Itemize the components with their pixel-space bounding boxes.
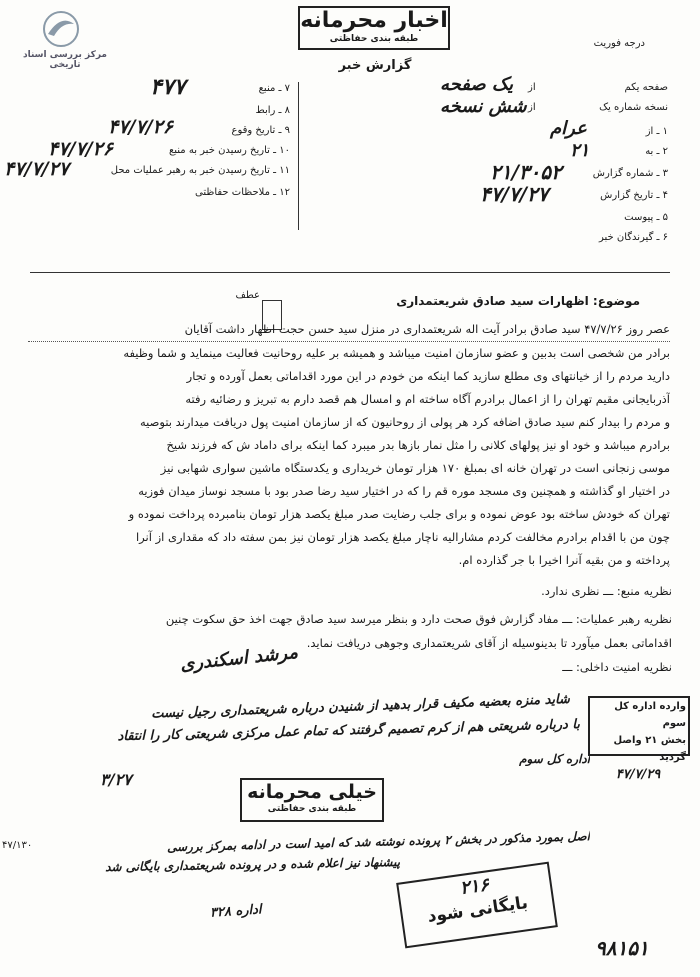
field-label: ۵ ـ پیوست xyxy=(624,212,668,223)
field-value: عرام xyxy=(550,118,587,139)
field-report-date xyxy=(300,182,668,206)
field-label: ۷ ـ منبع xyxy=(258,83,290,94)
archive-label: مرکز بررسی اسناد تاریخی xyxy=(23,50,107,70)
field-label: نسخه شماره یک xyxy=(599,102,668,113)
field-value: ۴۷/۷/۲۷ xyxy=(480,182,549,206)
field-label: ۶ ـ گیرندگان خبر xyxy=(598,232,668,243)
received-stamp xyxy=(588,696,690,782)
handwritten-note-5: پیشنهاد نیز اعلام شده و در پرونده شریعتمداری بایگانی شد xyxy=(105,855,401,875)
source-view: نظریه منبع: ـــ نظری ندارد. xyxy=(541,584,672,598)
field-value: شش نسخه xyxy=(440,96,527,117)
initials: اداره ۳۲۸ xyxy=(209,902,263,921)
body-line: برادر من شخصی است بدبین و عضو سازمان امنیت میباشد و همیشه بر علیه روحانیت فعالیت مینماید و شما وظیفه xyxy=(123,346,670,360)
field-event-date xyxy=(0,116,290,138)
field-security-notes xyxy=(0,184,290,198)
field-page xyxy=(300,74,668,95)
archive-stamp-number: ۲۱۶ xyxy=(458,874,491,900)
handwritten-code: ۳/۲۷ xyxy=(100,770,132,789)
classification-stamp-text: اخبار محرمانه xyxy=(300,8,448,33)
handwritten-note-3: اداره کل سوم xyxy=(519,752,590,766)
field-label: ۳ ـ شماره گزارش xyxy=(592,168,668,179)
body-line: پرداخته و من بقیه آنرا اخیرا با جر گذارده ام. xyxy=(458,553,670,567)
archive-stamp-text: بایگانی شود xyxy=(426,893,530,927)
handwritten-note-1: شاید منزه بعضیه مکیف قرار بدهید از شنیدن درباره شریعتمداری رجیل نیست xyxy=(150,691,571,722)
field-attachment xyxy=(300,212,668,223)
field-source xyxy=(0,74,290,100)
report-body xyxy=(28,318,670,572)
received-stamp-date: ۴۷/۷/۲۹ xyxy=(615,767,661,782)
column-divider xyxy=(298,82,299,230)
body-line: در اختیار او گذاشته و همچنین وی مسجد موره قم را که در اختیار سید رضا صدر بود با مسجد نوساز میدان فوزیه xyxy=(138,484,670,498)
archive-emblem-icon xyxy=(32,10,90,48)
field-label: ۱۲ ـ ملاحظات حفاظتی xyxy=(195,187,290,198)
field-mid: از xyxy=(528,102,536,113)
field-value: یک صفحه xyxy=(440,74,514,95)
bottom-classification-stamp xyxy=(240,778,384,822)
signature-1: مرشد اسکندری xyxy=(179,641,299,676)
field-value: ۲۱/۳۰۵۲ xyxy=(490,160,562,184)
body-line: عصر روز ۴۷/۷/۲۶ سید صادق برادر آیت اله شریعتمداری در منزل سید حسن حجت اظهار داشت آقایان xyxy=(28,318,670,342)
body-line: موسی زنجانی است در تهران خانه ای بمبلغ ۱۷۰ هزار تومان خریداری و یکدستگاه ماشین سواری شهابی نیز xyxy=(160,461,670,475)
body-line: تهران که خودش ساخته بود عوض نموده و برای جلب رضایت صدر مبلغ یکصد هزار تومان بنامبرده پرداخت نموده و xyxy=(128,507,670,521)
bottom-stamp-sub: طبقه بندی حفاظتی xyxy=(267,804,357,814)
body-line: دارید مردم را از خیانتهای وی مطلع سازید کما اینکه من خودم در این مورد اقداماتی بعمل آورده و تجار xyxy=(186,369,670,383)
field-label: ۹ ـ تاریخ وقوع xyxy=(231,125,290,136)
field-value: ۴۷/۷/۲۶ xyxy=(108,116,173,138)
field-source-received-date xyxy=(0,138,290,160)
field-copy xyxy=(300,96,668,117)
priority-label: درجه فوریت xyxy=(593,38,645,49)
field-liaison xyxy=(0,102,290,116)
archive-stamp xyxy=(396,862,558,949)
leader-view-line-1: نظریه رهبر عملیات: ـــ مفاد گزارش فوق صحت دارد و بنظر میرسد سید صادق جهت اخذ حق سکوت چنین xyxy=(165,612,672,626)
field-label: ۱۱ ـ تاریخ رسیدن خبر به رهبر عملیات محل xyxy=(110,165,290,176)
field-recipients xyxy=(300,232,668,243)
field-value: ۴۷/۷/۲۷ xyxy=(4,158,69,180)
field-label: ۲ ـ به xyxy=(645,146,668,157)
classification-stamp-sub: طبقه بندی حفاظتی xyxy=(329,34,419,44)
leader-view-line-2: اقداماتی بعمل میآورد تا بدینوسیله از آقای شریعتمداری وجوهی دریافت نماید. xyxy=(306,636,672,650)
archive-logo xyxy=(32,10,90,48)
header-divider xyxy=(30,272,670,273)
left-margin-date: ۴۷/۱۳۰ xyxy=(2,840,33,851)
body-line: و مردم را بیدار کنم سید صادق اضافه کرد هر پولی از روحانیون که از سازمان امنیت پول دریافت میدارند بتوصیه xyxy=(139,415,670,429)
handwritten-note-2: با درباره شریعتی هم از کرم تصمیم گرفتند که تمام عمل مرکزی شریعتی کار را انتقاد xyxy=(117,717,581,745)
field-label: ۸ ـ رابط xyxy=(255,105,290,116)
field-from xyxy=(300,118,668,139)
field-value: ۲۱ xyxy=(570,140,590,161)
document-number: ۹۸۱۵۱ xyxy=(595,936,649,960)
field-label: ۴ ـ تاریخ گزارش xyxy=(600,190,668,201)
field-report-number xyxy=(300,160,668,184)
internal-security-view: نظریه امنیت داخلی: ـــ xyxy=(562,660,672,674)
field-label: ۱ ـ از xyxy=(645,126,668,137)
subject-line: موضوع: اظهارات سید صادق شریعتمداری xyxy=(396,294,640,308)
field-label: ۱۰ ـ تاریخ رسیدن خبر به منبع xyxy=(168,145,290,156)
field-mid: از xyxy=(528,82,536,93)
field-value: ۴۷/۷/۲۶ xyxy=(48,138,113,160)
classification-stamp xyxy=(298,6,450,50)
field-to xyxy=(300,140,668,161)
field-leader-received-date xyxy=(0,158,290,180)
field-label: صفحه یکم xyxy=(624,82,668,93)
received-stamp-line: وارده اداره کل سوم xyxy=(614,701,686,729)
body-line: چون من با اقدام برادرم مخالفت کردم مشارالیه ناچار مبلغ یکصد هزار تومان نیز بمن سفته داد که مقداری از آنرا xyxy=(135,530,670,544)
received-stamp-line: بخش ۲۱ واصل گردید xyxy=(613,735,686,763)
form-title: گزارش خبر xyxy=(338,58,412,73)
bottom-stamp-text: خیلی محرمانه xyxy=(247,781,377,803)
handwritten-note-4: اصل بمورد مذکور در بخش ۲ پرونده نوشته شد که امید است در ادامه بمرکز بررسی xyxy=(166,829,591,855)
subject-note: عطف xyxy=(235,290,260,301)
body-line: آذربایجانی مقیم تهران را از اعمال برادرم آگاه ساخته ام و امسال هم قصد دارم به تبریز و رضائیه رفته xyxy=(185,392,670,406)
field-value: ۴۷۷ xyxy=(150,74,186,100)
body-line: برادرم میباشد و خود او نیز پولهای کلانی را مثل نمار بازها بدر میبرد کما اینکه برای داماد ش که فرزند شیخ xyxy=(166,438,670,452)
